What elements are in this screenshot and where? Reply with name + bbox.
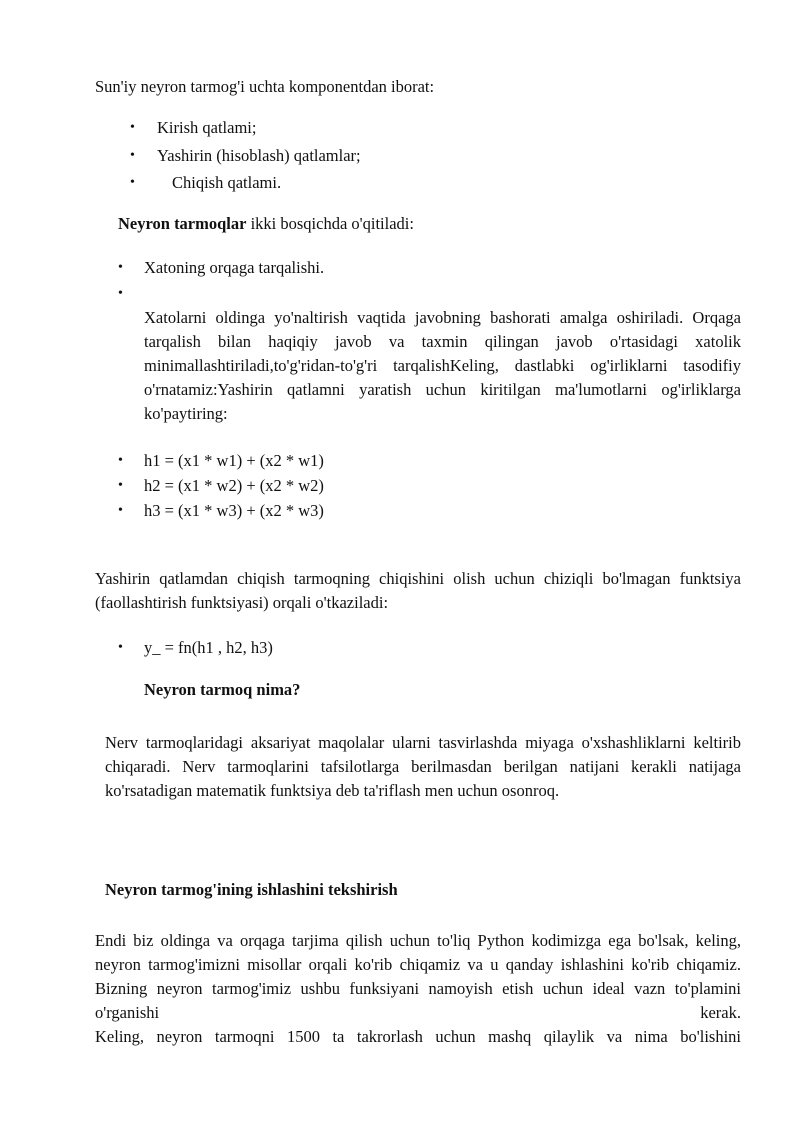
formula-h1: h1 = (x1 * w1) + (x2 * w1)	[144, 451, 324, 470]
list-bullet: •	[130, 148, 135, 163]
list-bullet: •	[118, 503, 123, 518]
list-bullet: •	[130, 175, 135, 190]
list-bullet: •	[118, 260, 123, 275]
list-bullet: •	[118, 478, 123, 493]
output-formula: y_ = fn(h1 , h2, h3)	[144, 638, 273, 657]
list-bullet: •	[118, 286, 123, 301]
section-heading-what-text: Neyron tarmoq nima?	[144, 680, 301, 699]
list-bullet: •	[118, 453, 123, 468]
intro-text: Sun'iy neyron tarmog'i uchta komponentdan iborat:	[95, 77, 435, 96]
training-heading-rest: ikki bosqichda o'qitiladi:	[246, 214, 414, 233]
section-heading-check-text: Neyron tarmog'ining ishlashini tekshirish	[105, 880, 398, 899]
training-heading	[118, 213, 414, 235]
final-paragraph: Endi biz oldinga va orqaga tarjima qilish uchun to'liq Python kodimizga ega bo'lsak, keling, neyron tarmog'imizni misollar orqali ko'rib chiqamiz va u qanday ishlashini ko'rib chiqamiz. Bizning neyron tarmog'imiz ushbu funksiyani namoyish etish uchun ideal vazn to'plamini o'rganishi kerak.	[95, 931, 741, 1022]
list-item: Xatoning orqaga tarqalishi.	[144, 258, 325, 277]
what-paragraph: Nerv tarmoqlaridagi aksariyat maqolalar ularni tasvirlashda miyaga o'xshashliklarni keltirib chiqaradi. Nerv tarmoqlarini tafsilotlarga berilmasdan berilgan natijani kerakli natijaga ko'rsatadigan matematik funktsiya deb ta'riflash men uchun osonroq.	[105, 733, 741, 800]
list-item: Yashirin (hisoblash) qatlamlar;	[157, 146, 361, 165]
training-heading-bold: Neyron tarmoqlar	[118, 214, 247, 233]
section-heading-what	[144, 679, 300, 701]
list-bullet: •	[118, 640, 123, 655]
list-bullet: •	[130, 120, 135, 135]
list-item: Kirish qatlami;	[157, 118, 257, 137]
formula-h3: h3 = (x1 * w3) + (x2 * w3)	[144, 501, 324, 520]
activation-paragraph: Yashirin qatlamdan chiqish tarmoqning chiqishini olish uchun chiziqli bo'lmagan funktsiya (faollashtirish funktsiyasi) orqali o'tkaziladi:	[95, 569, 741, 612]
training-paragraph: Xatolarni oldinga yo'naltirish vaqtida javobning bashorati amalga oshiriladi. Orqaga tarqalish bilan haqiqiy javob va taxmin qilingan javob o'rtasidagi xatolik minimallashtiriladi,to'g'ridan-to'g'ri tarqalishKeling, dastlabki og'irliklarni tasodifiy o'rnatamiz:Yashirin qatlamni yaratish uchun kiritilgan ma'lumotlarni og'irliklarga ko'paytiring:	[144, 308, 741, 423]
section-heading-check	[105, 879, 398, 901]
final-paragraph-last-line: Keling, neyron tarmoqni 1500 ta takrorlash uchun mashq qilaylik va nima bo'lishini	[95, 1027, 741, 1046]
list-item: Chiqish qatlami.	[172, 173, 282, 192]
formula-h2: h2 = (x1 * w2) + (x2 * w2)	[144, 476, 324, 495]
